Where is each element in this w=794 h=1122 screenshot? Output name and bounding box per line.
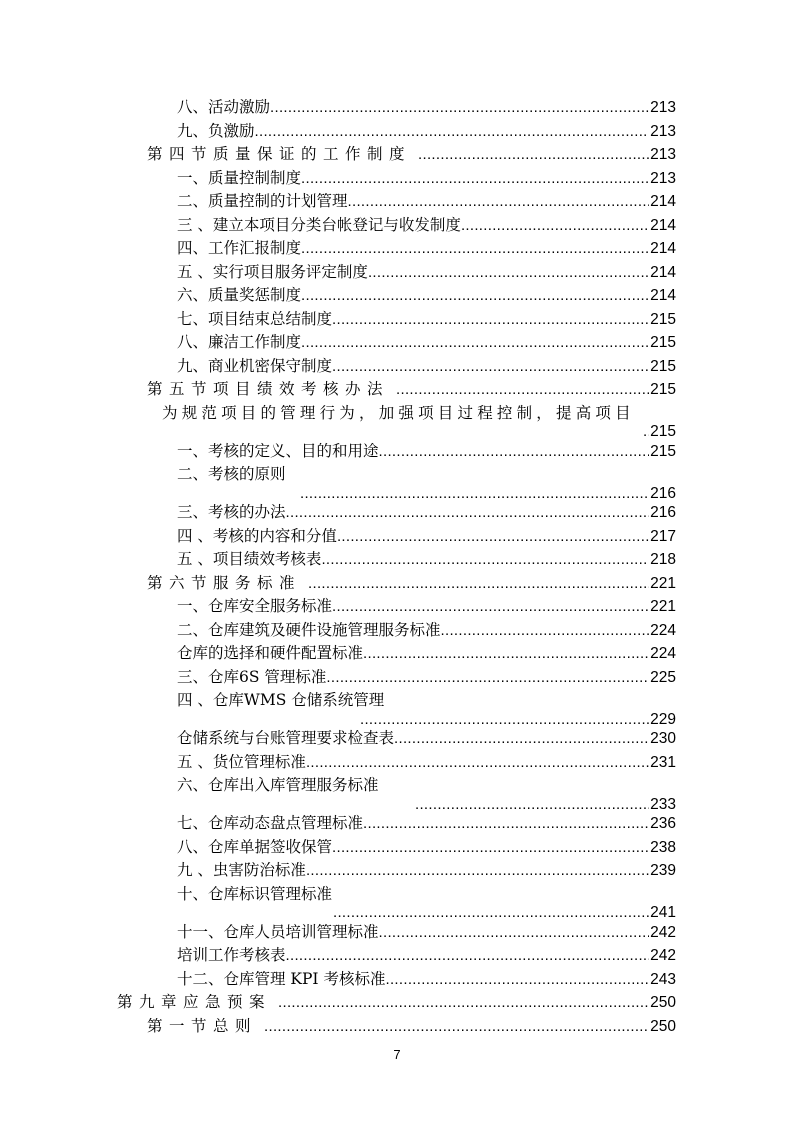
toc-entry-line	[117, 284, 676, 308]
toc-entry-title: 第一节总则	[147, 1016, 258, 1035]
toc-entry[interactable]	[117, 120, 676, 144]
toc-entry-title: 六、仓库出入库管理服务标准	[177, 776, 379, 794]
toc-entry-line	[117, 991, 676, 1015]
toc-entry-line	[117, 727, 676, 751]
toc-entry[interactable]	[117, 501, 676, 525]
toc-entry-line	[117, 619, 676, 643]
toc-entry-line	[117, 402, 676, 426]
toc-entry-line	[117, 812, 676, 836]
dot-leader	[301, 237, 649, 261]
toc-entry-line	[117, 548, 676, 572]
toc-entry-line	[117, 642, 676, 666]
toc-entry-line	[117, 378, 676, 402]
toc-entry-title: 一、考核的定义、目的和用途	[177, 441, 379, 460]
toc-entry-title: 四 、仓库WMS 仓储系统管理	[177, 691, 385, 709]
toc-entry-title: 第九章应急预案	[117, 993, 272, 1011]
toc-entry-line	[117, 1015, 676, 1039]
toc-entry-line	[117, 331, 676, 355]
toc-entry-page: 214	[650, 193, 676, 210]
toc-entry-title: 第六节服务标准	[147, 573, 302, 592]
toc-entry-page: 221	[650, 598, 676, 615]
dot-leader	[411, 143, 649, 167]
toc-entry-title: 三、考核的办法	[177, 503, 286, 521]
toc-entry-title: 十、仓库标识管理标准	[177, 884, 333, 903]
toc-entry-line	[117, 666, 676, 690]
toc-entry-line	[117, 525, 676, 549]
toc-entry-title: 七、项目结束总结制度	[177, 309, 333, 328]
toc-entry-line	[117, 751, 676, 775]
toc-entry[interactable]	[117, 1015, 676, 1039]
toc-entry-title: 培训工作考核表	[177, 946, 286, 964]
toc-entry[interactable]	[117, 836, 676, 860]
toc-entry-page: 242	[650, 923, 676, 941]
dot-leader	[257, 1015, 649, 1039]
toc-list	[117, 96, 676, 1038]
toc-entry-wrap-line	[117, 425, 676, 440]
dot-leader	[360, 713, 649, 728]
toc-entry-title: 六、质量奖惩制度	[177, 286, 302, 304]
toc-entry-page: 214	[650, 287, 676, 304]
toc-entry-line	[117, 883, 676, 907]
toc-entry-page: 230	[650, 730, 676, 747]
toc-entry-title: 一、质量控制制度	[177, 168, 302, 187]
toc-entry-line	[117, 944, 676, 968]
toc-entry[interactable]	[117, 190, 676, 214]
toc-entry-line	[117, 167, 676, 191]
dot-leader	[379, 440, 650, 464]
wrap-indent-spacer	[117, 723, 360, 724]
toc-entry-page: 239	[650, 862, 676, 879]
toc-entry-title: 八、廉洁工作制度	[177, 333, 302, 351]
dot-leader	[255, 120, 650, 144]
toc-entry[interactable]	[117, 167, 676, 191]
toc-entry-line	[117, 572, 676, 596]
toc-entry[interactable]	[117, 812, 676, 836]
toc-entry-line	[117, 308, 676, 332]
dot-leader	[300, 487, 649, 502]
toc-entry-page: 229	[650, 710, 676, 728]
toc-entry-title: 四 、考核的内容和分值	[177, 526, 337, 545]
toc-entry[interactable]	[117, 378, 676, 402]
toc-entry-title: 三、仓库6S 管理标准	[177, 667, 327, 686]
toc-entry-line	[117, 968, 676, 992]
toc-entry-line	[117, 689, 676, 713]
dot-leader	[332, 836, 649, 860]
dot-leader	[306, 859, 649, 883]
dot-leader	[332, 595, 649, 619]
toc-entry-title: 十一、仓库人员培训管理标准	[177, 922, 379, 941]
toc-entry-title: 四、工作汇报制度	[177, 239, 302, 257]
toc-entry-title: 一、仓库安全服务标准	[177, 597, 333, 615]
toc-entry-wrap-line	[117, 906, 676, 921]
toc-entry-title: 八、仓库单据签收保管	[177, 837, 333, 856]
toc-entry-page: 233	[650, 795, 676, 813]
toc-entry-line	[117, 595, 676, 619]
toc-entry[interactable]	[117, 642, 676, 666]
dot-leader	[337, 525, 649, 549]
toc-entry-line	[117, 859, 676, 883]
toc-entry-page: 216	[650, 484, 676, 502]
toc-entry[interactable]	[117, 859, 676, 883]
toc-entry-title: 五 、实行项目服务评定制度	[177, 262, 368, 281]
toc-entry[interactable]	[117, 727, 676, 751]
toc-entry-line	[117, 921, 676, 945]
toc-entry-title: 五 、项目绩效考核表	[177, 550, 322, 568]
wrap-indent-spacer	[117, 916, 333, 917]
toc-entry-line	[117, 190, 676, 214]
toc-entry-line	[117, 143, 676, 167]
dot-leader	[368, 261, 649, 285]
toc-entry[interactable]	[117, 689, 676, 727]
toc-entry-page: 238	[650, 838, 676, 856]
toc-entry[interactable]	[117, 308, 676, 332]
toc-entry-page: 250	[650, 994, 676, 1011]
toc-entry[interactable]	[117, 214, 676, 238]
toc-entry-page: 242	[650, 947, 676, 964]
toc-entry-line	[117, 96, 676, 120]
toc-entry-title: 仓库的选择和硬件配置标准	[177, 644, 364, 662]
toc-entry[interactable]	[117, 619, 676, 643]
toc-entry-page: 250	[650, 1017, 676, 1035]
toc-entry-line	[117, 440, 676, 464]
toc-entry-title: 九、负激励	[177, 121, 255, 140]
toc-entry-page: 215	[650, 442, 676, 460]
dot-leader	[386, 968, 650, 992]
dot-leader	[301, 331, 649, 355]
toc-entry-page: 241	[650, 904, 676, 921]
dot-leader	[286, 501, 650, 525]
dot-leader	[301, 167, 649, 191]
toc-entry[interactable]	[117, 463, 676, 501]
dot-leader	[394, 727, 649, 751]
toc-entry-page: 215	[650, 381, 676, 398]
toc-entry[interactable]	[117, 883, 676, 921]
toc-entry-line	[117, 355, 676, 379]
toc-entry-line	[117, 261, 676, 285]
toc-entry-page: 213	[650, 146, 676, 163]
toc-entry[interactable]	[117, 968, 676, 992]
toc-entry-page: 243	[650, 970, 676, 988]
toc-entry[interactable]	[117, 143, 676, 167]
toc-entry-page: 218	[650, 551, 676, 568]
toc-entry-page: 224	[650, 645, 676, 662]
wrap-indent-spacer	[117, 497, 300, 498]
toc-entry-page: 213	[650, 169, 676, 187]
dot-leader	[389, 378, 649, 402]
toc-entry-page: 215	[650, 357, 676, 375]
toc-entry[interactable]	[117, 237, 676, 261]
dot-leader	[363, 642, 649, 666]
toc-entry-title: 第五节项目绩效考核办法	[147, 380, 390, 398]
dot-leader	[441, 619, 650, 643]
toc-entry[interactable]	[117, 548, 676, 572]
toc-entry-line	[117, 774, 676, 798]
toc-entry-title: 第四节质量保证的工作制度	[147, 145, 412, 163]
dot-leader	[301, 284, 649, 308]
toc-entry-page: 213	[650, 122, 676, 140]
toc-entry-title: 十二、仓库管理 KPI 考核标准	[177, 969, 386, 988]
dot-leader	[348, 190, 650, 214]
dot-leader	[271, 991, 649, 1015]
toc-entry-page: 221	[650, 574, 676, 592]
toc-entry-page: 231	[650, 753, 676, 771]
dot-leader	[415, 798, 649, 813]
toc-entry-title: 二、质量控制的计划管理	[177, 192, 348, 210]
toc-entry-wrap-line	[117, 710, 676, 728]
toc-entry-page: 213	[650, 99, 676, 116]
wrap-indent-spacer	[117, 435, 643, 436]
dot-leader	[326, 666, 649, 690]
toc-entry[interactable]	[117, 96, 676, 120]
toc-entry-page: 214	[650, 263, 676, 281]
dot-leader	[286, 944, 650, 968]
dot-leader	[461, 214, 649, 238]
dot-leader	[379, 921, 650, 945]
toc-entry-title: 三 、建立本项目分类台帐登记与收发制度	[177, 215, 461, 234]
toc-entry[interactable]	[117, 921, 676, 945]
toc-entry-page: 225	[650, 668, 676, 686]
dot-leader	[332, 308, 649, 332]
toc-entry-wrap-line	[117, 484, 676, 502]
toc-entry-line	[117, 463, 676, 487]
toc-entry-title: 二、考核的原则	[177, 465, 286, 483]
toc-entry[interactable]	[117, 991, 676, 1015]
dot-leader	[333, 906, 649, 921]
dot-leader	[270, 96, 649, 120]
dot-leader	[301, 572, 649, 596]
toc-entry-page: 215	[650, 310, 676, 328]
toc-entry[interactable]	[117, 666, 676, 690]
toc-entry-page: 236	[650, 815, 676, 832]
toc-entry-page: 214	[650, 216, 676, 234]
toc-entry[interactable]	[117, 751, 676, 775]
dot-leader	[321, 548, 649, 572]
toc-entry-page: 216	[650, 504, 676, 521]
toc-entry-wrap-line	[117, 795, 676, 813]
toc-entry-line	[117, 120, 676, 144]
toc-entry-line	[117, 501, 676, 525]
toc-entry-title: 八、活动激励	[177, 98, 271, 116]
toc-entry[interactable]	[117, 572, 676, 596]
toc-entry-title: 九、商业机密保守制度	[177, 356, 333, 375]
wrap-indent-spacer	[117, 808, 415, 809]
page-footer-number: 7	[393, 1047, 401, 1062]
toc-entry-page: 224	[650, 621, 676, 639]
toc-entry-line	[117, 214, 676, 238]
toc-entry-title: 五 、货位管理标准	[177, 752, 306, 771]
dot-leader	[306, 751, 649, 775]
toc-entry-title: 为规范项目的管理行为，加强项目过程控制，提高项目	[162, 403, 635, 422]
toc-entry[interactable]	[117, 284, 676, 308]
toc-entry-page: 215	[650, 334, 676, 351]
toc-entry[interactable]	[117, 525, 676, 549]
toc-entry[interactable]	[117, 355, 676, 379]
toc-entry-page: 217	[650, 527, 676, 545]
toc-entry[interactable]	[117, 595, 676, 619]
toc-entry[interactable]	[117, 261, 676, 285]
toc-entry[interactable]	[117, 440, 676, 464]
toc-entry-title: 九 、虫害防治标准	[177, 861, 306, 879]
toc-entry-title: 七、仓库动态盘点管理标准	[177, 814, 364, 832]
dot-leader	[363, 812, 649, 836]
toc-entry[interactable]	[117, 402, 676, 440]
toc-entry-page: 214	[650, 240, 676, 257]
toc-entry-line	[117, 836, 676, 860]
toc-entry[interactable]	[117, 944, 676, 968]
toc-entry[interactable]	[117, 774, 676, 812]
toc-entry-title: 仓储系统与台账管理要求检查表	[177, 729, 395, 747]
toc-entry-line	[117, 237, 676, 261]
toc-entry-page: 215	[650, 423, 676, 440]
toc-entry[interactable]	[117, 331, 676, 355]
dot-leader	[332, 355, 649, 379]
toc-entry-title: 二、仓库建筑及硬件设施管理服务标准	[177, 620, 441, 639]
